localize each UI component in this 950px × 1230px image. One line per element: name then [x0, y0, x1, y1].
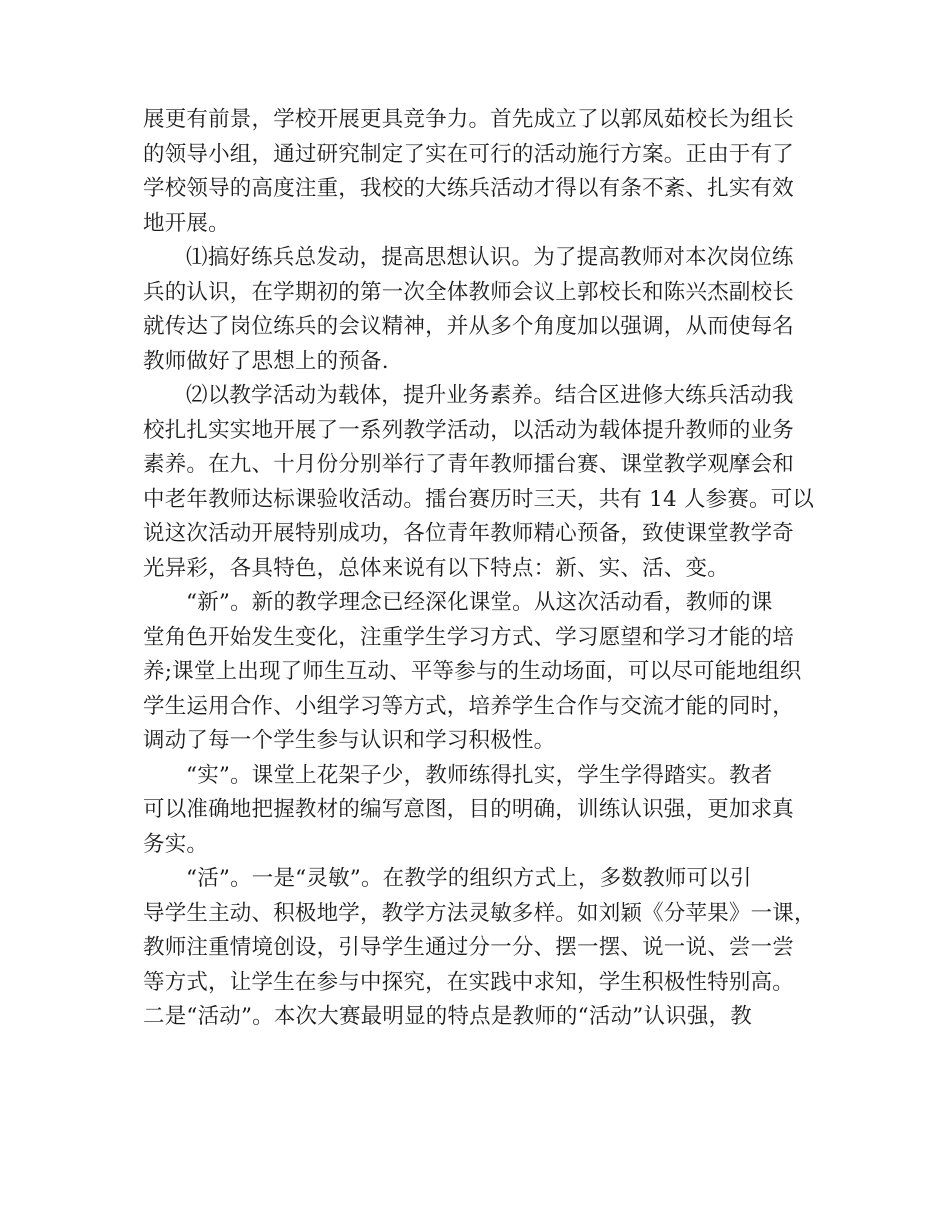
text-line: 兵的认识，在学期初的第一次全体教师会议上郭校长和陈兴杰副校长: [143, 279, 795, 305]
text-line: “实”。课堂上花架子少，教师练得扎实，学生学得踏实。教者: [186, 762, 773, 788]
text-line: 教师做好了思想上的预备.: [143, 348, 389, 374]
text-line: 说这次活动开展特别成功，各位青年教师精心预备，致使课堂教学奇: [143, 521, 795, 546]
text-line: 素养。在九、十月份分别举行了青年教师擂台赛、课堂教学观摩会和: [143, 452, 795, 477]
text-line: 可以准确地把握教材的编写意图，目的明确，训练认识强，更加求真: [143, 797, 795, 822]
text-line: 二是“活动”。本次大赛最明显的特点是教师的“活动”认识强，教: [143, 1004, 752, 1029]
text-line: 养;课堂上出现了师生互动、平等参与的生动场面，可以尽可能地组织: [143, 659, 802, 684]
text-line: 导学生主动、积极地学，教学方法灵敏多样。如刘颖《分苹果》一课，: [143, 900, 816, 926]
text-line: 中老年教师达标课验收活动。擂台赛历时三天，共有 14 人参赛。可以: [143, 486, 815, 512]
text-line: ⑵以教学活动为载体，提升业务素养。结合区进修大练兵活动我: [186, 383, 794, 408]
text-line: 的领导小组，通过研究制定了实在可行的活动施行方案。正由于有了: [143, 141, 795, 167]
text-line: 学生运用合作、小组学习等方式，培养学生合作与交流才能的同时，: [143, 693, 795, 719]
text-line: 堂角色开始发生变化，注重学生学习方式、学习愿望和学习才能的培: [143, 624, 795, 650]
text-line: 校扎扎实实地开展了一系列教学活动，以活动为载体提升教师的业务: [143, 417, 795, 443]
text-line: 展更有前景，学校开展更具竞争力。首先成立了以郭凤茹校长为组长: [143, 107, 795, 132]
text-line: 教师注重情境创设，引导学生通过分一分、摆一摆、说一说、尝一尝: [143, 935, 795, 960]
text-line: 地开展。: [143, 210, 230, 236]
text-line: ⑴搞好练兵总发动，提高思想认识。为了提高教师对本次岗位练: [186, 245, 794, 270]
text-line: 就传达了岗位练兵的会议精神，并从多个角度加以强调，从而使每名: [143, 314, 795, 339]
text-line: “新”。新的教学理念已经深化课堂。从这次活动看，教师的课: [186, 590, 773, 615]
body-text: [143, 103, 828, 1035]
text-line: “活”。一是“灵敏”。在教学的组织方式上，多数教师可以引: [186, 866, 752, 891]
text-line: 学校领导的高度注重，我校的大练兵活动才得以有条不紊、扎实有效: [143, 176, 795, 201]
text-line: 等方式，让学生在参与中探究，在实践中求知，学生积极性特别高。: [143, 969, 795, 995]
text-line: 务实。: [143, 831, 209, 857]
text-line: 调动了每一个学生参与认识和学习积极性。: [143, 728, 556, 753]
text-line: 光异彩，各具特色，总体来说有以下特点：新、实、活、变。: [143, 555, 729, 581]
